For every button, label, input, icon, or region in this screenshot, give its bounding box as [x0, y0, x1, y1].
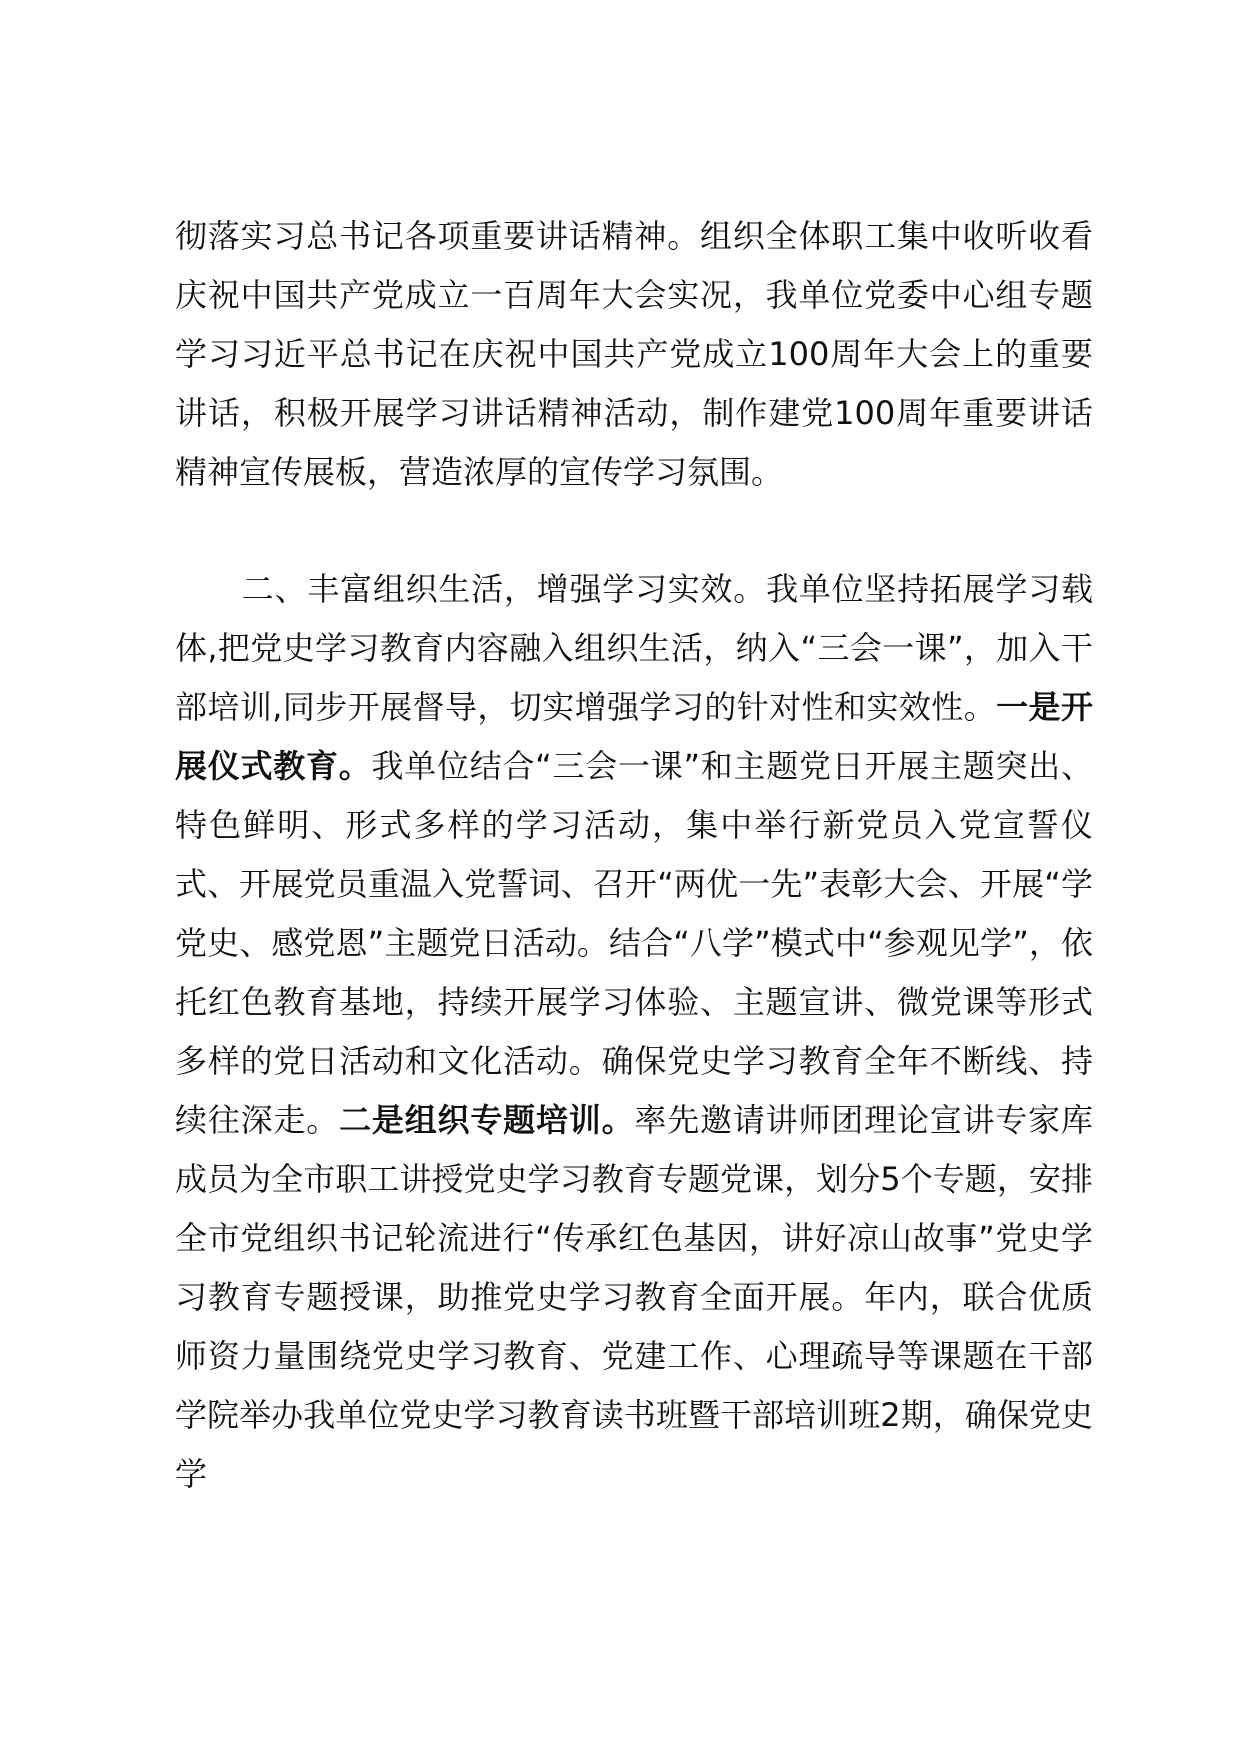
body-paragraph-2	[175, 560, 1093, 1504]
bold-heading-1: 一是开展仪式教育。	[175, 688, 1093, 785]
bold-heading-2: 二是组织专题培训。	[339, 1101, 635, 1139]
paragraph-2-text	[175, 560, 1093, 1504]
paragraph-2-segment-2: 我单位结合“三会一课”和主题党日开展主题突出、特色鲜明、形式多样的学习活动，集中举行新党员入党宣誓仪式、开展党员重温入党誓词、召开“两优一先”表彰大会、开展“学党史、感党恩”主题党日活动。结合“八学”模式中“参观见学”，依托红色教育基地，持续开展学习体验、主题宣讲、微党课等形式多样的党日活动和文化活动。确保党史学习教育全年不断线、持续往深走。	[175, 747, 1093, 1139]
paragraph-1-text: 彻落实习总书记各项重要讲话精神。组织全体职工集中收听收看庆祝中国共产党成立一百周年大会实况，我单位党委中心组专题学习习近平总书记在庆祝中国共产党成立100周年大会上的重要讲话，积极开展学习讲话精神活动，制作建党100周年重要讲话精神宣传展板，营造浓厚的宣传学习氛围。	[175, 217, 1093, 491]
paragraph-2-segment-1: 二、丰富组织生活，增强学习实效。我单位坚持拓展学习载体,把党史学习教育内容融入组织生活，纳入“三会一课”，加入干部培训,同步开展督导，切实增强学习的针对性和实效性。	[175, 570, 1093, 726]
body-paragraph-1	[175, 207, 1093, 502]
paragraph-2-segment-3: 率先邀请讲师团理论宣讲专家库成员为全市职工讲授党史学习教育专题党课，划分5个专题，安排全市党组织书记轮流进行“传承红色基因，讲好凉山故事”党史学习教育专题授课，助推党史学习教育全面开展。年内，联合优质师资力量围绕党史学习教育、党建工作、心理疏导等课题在干部学院举办我单位党史学习教育读书班暨干部培训班2期，确保党史学	[175, 1101, 1093, 1493]
